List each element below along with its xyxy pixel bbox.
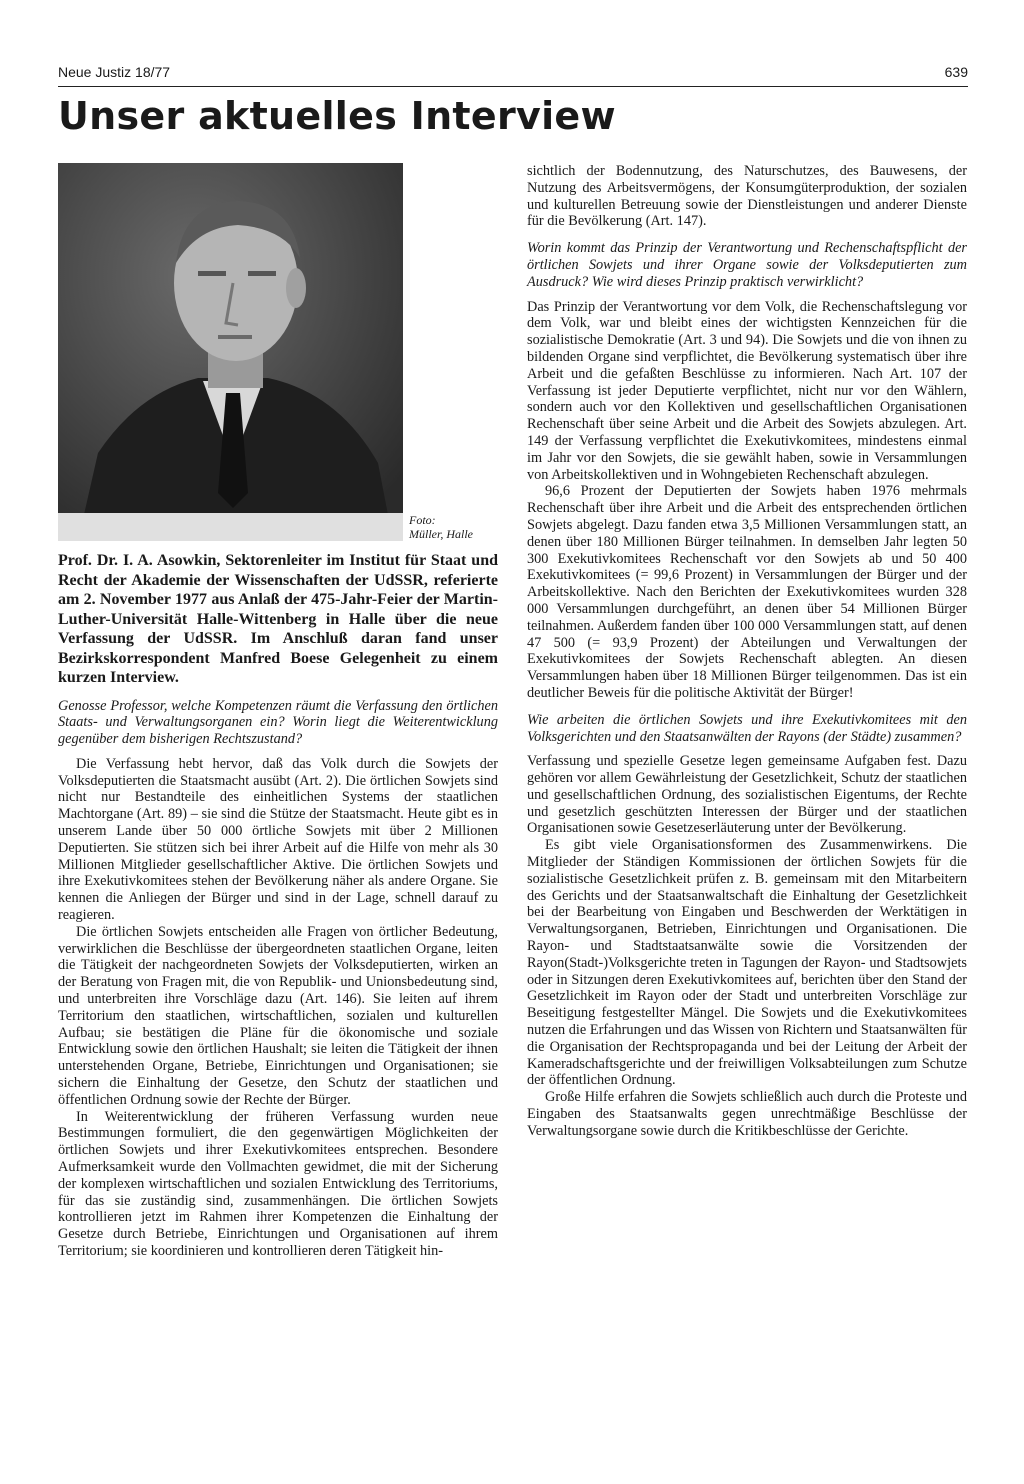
answer-2-paragraph-1: Das Prinzip der Verantwortung vor dem Volk, die Rechenschaftslegung vor dem Volk, war und bleibt eines der wichtigsten Kennzeichen für die sozialistische Demokratie (Art. 3 und 94). Die Sowjets und die von ihnen zu bildenden Organe sind verpflichtet, die Bevölkerung systematisch über ihre Arbeit und die gefaßten Beschlüsse zu informieren. Nach Art. 107 der Verfassung ist jeder Deputierte verpflichtet, nicht nur vor den Wählern, sondern auch vor den Kollektiven und gesellschaftlichen Organisationen Rechenschaft über seine Arbeit und die Arbeit des Sowjets abzulegen. Art. 149 der Verfassung verpflichtet die Exekutivkomitees, mindestens einmal im Jahr vor den Sowjets, die sie gewählt haben, sowie in Versammlungen von Arbeitskollektiven und in Wohngebieten Rechenschaft abzulegen. <box>527 298 967 483</box>
journal-issue: Neue Justiz 18/77 <box>58 64 171 80</box>
intro-paragraph: Prof. Dr. I. A. Asowkin, Sektorenleiter im Institut für Staat und Recht der Akademie der Wissenschaften der UdSSR, referierte am 2. November 1977 aus Anlaß der 475-Jahr-Feier der Martin-Luther-Universität Halle-Wittenberg in Halle über die neue Verfassung der UdSSR. Im Anschluß daran fand unser Bezirkskorrespondent Manfred Boese Gelegenheit zu einem kurzen Interview. <box>58 552 498 686</box>
left-column <box>58 163 498 1260</box>
photo-credit-label: Foto: <box>409 513 436 527</box>
photo-credit-name: Müller, Halle <box>409 527 473 541</box>
photo-credit <box>409 513 473 541</box>
portrait-image <box>58 163 403 541</box>
answer-3-paragraph-3: Große Hilfe erfahren die Sowjets schließlich auch durch die Proteste und Eingaben des Staatsanwalts gegen unrechtmäßige Beschlüsse der Verwaltungsorgane sowie durch die Kritikbeschlüsse der Gerichte. <box>527 1089 967 1139</box>
right-column <box>527 163 967 1140</box>
answer-1-paragraph-1: Die Verfassung hebt hervor, daß das Volk durch die Sowjets der Volksdeputierten die Staatsmacht ausübt (Art. 2). Die örtlichen Sowjets sind nicht nur Bestandteile des einheitlichen Systems der staatlichen Machtorgane (Art. 89) – sie sind die Stütze der Staatsmacht. Heute gibt es in unserem Lande über 50 000 örtliche Sowjets mit über 2 Millionen Deputierten. Sie stützen sich bei ihrer Arbeit auf die Hilfe von mehr als 30 Millionen Mitglieder gesellschaftlicher Aktive. Die örtlichen Sowjets und ihre Exekutivkomitees stehen der Bevölkerung näher als andere Organe. Sie kennen die Anliegen der Bürger und sind in der Lage, schnell darauf zu reagieren. <box>58 755 498 924</box>
page-number: 639 <box>944 64 968 80</box>
answer-3-paragraph-1: Verfassung und spezielle Gesetze legen gemeinsame Aufgaben fest. Dazu gehören vor allem Gewährleistung der Gesetzlichkeit, Schutz der staatlichen und gesellschaftlichen Ordnung, des sozialistischen Eigentums, der Rechte und gesetzlich geschützten Interessen der Bürger und der staatlichen Organisationen sowie Gesetzeserläuterung unter der Bevölkerung. <box>527 753 967 837</box>
question-2: Worin kommt das Prinzip der Verantwortung und Rechenschaftspflicht der örtlichen Sowjets und ihrer Organe sowie der Volksdeputierten zum Ausdruck? Wie wird dieses Prinzip praktisch verwirklicht? <box>527 240 967 290</box>
portrait-photo <box>58 163 498 543</box>
portrait-illustration <box>58 163 403 541</box>
question-1: Genosse Professor, welche Kompetenzen räumt die Verfassung den örtlichen Staats- und Verwaltungsorganen ein? Worin liegt die Weiterentwicklung gegenüber dem bisherigen Rechtszustand? <box>58 697 498 748</box>
answer-1-paragraph-3: In Weiterentwicklung der früheren Verfassung wurden neue Bestimmungen formuliert, die den gegenwärtigen Möglichkeiten der örtlichen Sowjets und ihrer Exekutivkomitees entsprechen. Besondere Aufmerksamkeit wurde den Vollmachten gewidmet, die mit der Sicherung der komplexen wirtschaftlichen und sozialen Entwicklung des Territoriums, für das sie zuständig sind, zusammenhängen. Die örtlichen Sowjets kontrollieren jetzt im Rahmen ihrer Kompetenzen die Einhaltung der Gesetze durch Betriebe, Einrichtungen und Organisationen auf ihrem Territorium; sie koordinieren und kontrollieren deren Tätigkeit hin- <box>58 1108 498 1259</box>
answer-2-paragraph-2: 96,6 Prozent der Deputierten der Sowjets haben 1976 mehrmals Rechenschaft über ihre Arbeit und die Arbeit des entsprechenden örtlichen Sowjets abgelegt. Dazu fanden etwa 3,5 Millionen Versammlungen statt, an denen über 180 Millionen Bürger teilnahmen. In demselben Jahr legten 50 300 Exekutivkomitees Rechenschaft vor den Sowjets ab und 50 400 Exekutivkomitees (= 99,6 Prozent) in Versammlungen der Bürger und der Arbeitskollektive. Nach den Berichten der Exekutivkomitees wurden 328 000 Versammlungen durchgeführt, an denen über 54 Millionen Bürger teilnahmen. Außerdem fanden über 100 000 Versammlungen statt, auf denen 47 500 (= 93,9 Prozent) der Abteilungen und Verwaltungen der Exekutivkomitees der Sowjets Rechenschaft ablegten. An diesen Versammlungen haben über 18 Millionen Bürger teilgenommen. Das ist ein deutlicher Beweis für die politische Aktivität der Bürger! <box>527 483 967 701</box>
question-3: Wie arbeiten die örtlichen Sowjets und ihre Exekutivkomitees mit den Volksgerichten und den Staatsanwälten der Rayons (der Städte) zusammen? <box>527 711 967 745</box>
answer-1-continuation: sichtlich der Bodennutzung, des Naturschutzes, des Bauwesens, der Nutzung des Arbeitsvermögens, der Konsumgüterproduktion, der sozialen und kulturellen Betreuung sowie der Dienstleistungen und anderer Dienste für die Bevölkerung (Art. 147). <box>527 163 967 230</box>
answer-1-paragraph-2: Die örtlichen Sowjets entscheiden alle Fragen von örtlicher Bedeutung, verwirklichen die Beschlüsse der übergeordneten staatlichen Organe, leiten die Tätigkeit der nachgeordneten Sowjets der Volksdeputierten, wirken an der Beratung von Fragen mit, die von Republik- und Unionsbedeutung sind, und unterbreiten ihre Vorschläge dazu (Art. 146). Sie leiten auf ihrem Territorium den staatlichen, wirtschaftlichen, sozialen und kulturellen Aufbau; sie bestätigen die Pläne für die ökonomische und soziale Entwicklung sowie den örtlichen Haushalt; sie leiten die Tätigkeit der ihnen unterstehenden Organe, Betriebe, Einrichtungen und Organisationen; sie sichern die Einhaltung der Gesetze, den Schutz der staatlichen und öffentlichen Ordnung sowie der Rechte der Bürger. <box>58 923 498 1108</box>
running-head <box>58 64 968 87</box>
answer-3-paragraph-2: Es gibt viele Organisationsformen des Zusammenwirkens. Die Mitglieder der Ständigen Kommissionen der örtlichen Sowjets für die sozialistische Gesetzlichkeit prüfen z. B. gemeinsam mit den Mitarbeitern des Gerichts und der Staatsanwaltschaft die Einhaltung der Gesetzlichkeit bei der Bearbeitung von Eingaben und Beschwerden der Werktätigen in Verwaltungsorganen, Betrieben, Einrichtungen und Organisationen. Die Rayon- und Stadtstaatsanwälte sowie die Vorsitzenden der Rayon(Stadt-)Volksgerichte treten in Tagungen der Rayon- und Stadtsowjets oder in Sitzungen deren Exekutivkomitees auf, berichten über den Stand der Gesetzlichkeit im Rayon oder der Stadt und unterbreiten Vorschläge zur Beseitigung festgestellter Mängel. Die Sowjets und die Exekutivkomitees nutzen die Erfahrungen und das Wissen von Richtern und Staatsanwälten für die Organisation der Rechtspropaganda und bei der Leitung der Arbeit der Kameradschaftsgerichte und der freiwilligen Volksabteilungen zum Schutze der öffentlichen Ordnung. <box>527 837 967 1089</box>
article-title: Unser aktuelles Interview <box>58 94 616 138</box>
